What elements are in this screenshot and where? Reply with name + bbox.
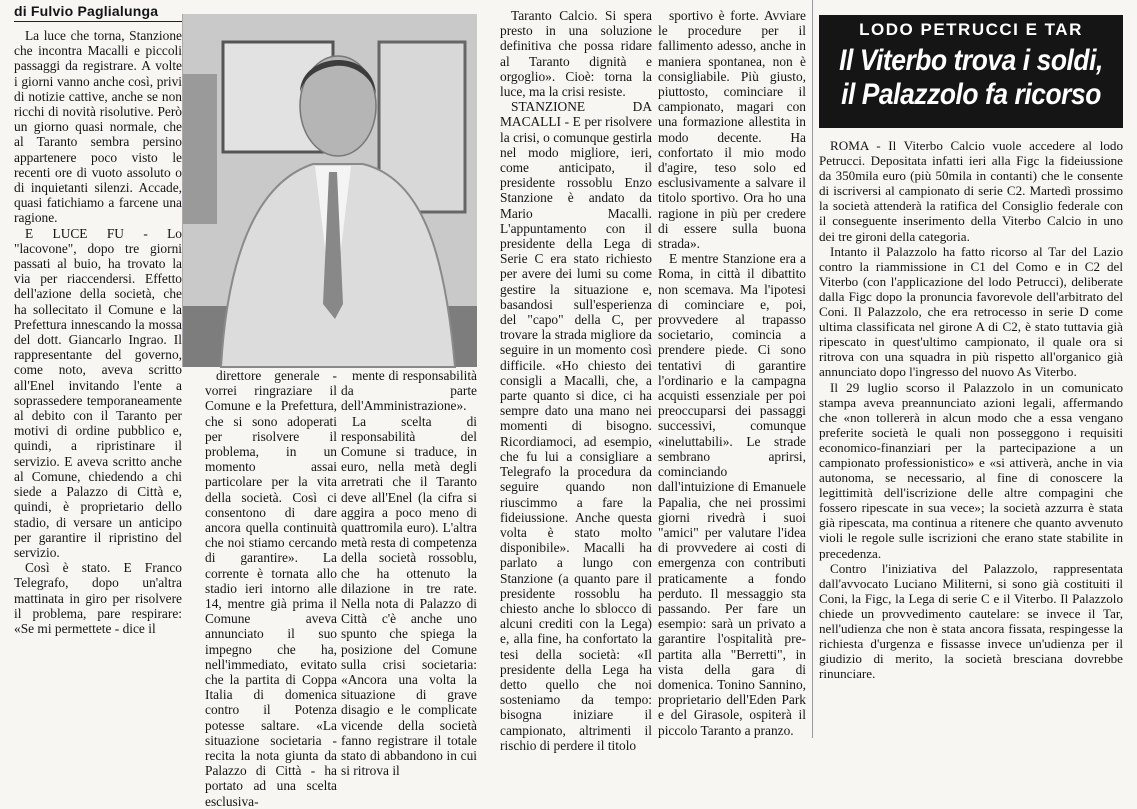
paragraph: Taranto Calcio. Si spera presto in una soluzione definitiva che possa ridare al Taranto dignità e orgoglio». Cioè: torna la luce, ma la crisi resiste. <box>500 8 652 100</box>
article-viterbo-column <box>819 138 1123 738</box>
paragraph: E LUCE FU - Lo "lacovone", dopo tre giorni passati al buio, ha trovato la via per riaccendersi. Effetto dell'azione della società, che ha sollecitato il Comune e la Prefettura innescando la mossa del dott. Giancarlo Ingrao. Il rappresentante del governo, come noto, aveva scritto all'Enel invitando l'ente a soprassedere temporaneamente al debito con il Taranto per motivi di ordine pubblico e, quindi, a ripristinare il servizio. E aveva scritto anche al Comune, chiedendo a chi siede a Palazzo di Città e, quindi, è proprietario dello stadio, di versare un anticipo per garantire il ripristino del servizio. <box>14 225 182 560</box>
article-column-1 <box>14 28 182 738</box>
headline-line-1: Il Viterbo trova i soldi, <box>839 44 1103 77</box>
paragraph: sportivo è forte. Avviare le procedure per il fallimento adesso, anche in maniera spontanea, non è consigliabile. Più giusto, piuttosto, cominciare il campionato, magari con una formazione allestita in modo decente. Ha confortato il mio modo d'agire, teso solo ed esclusivamente a salvare il titolo sportivo. Ora ho una ragione in più per credere di essere sulla buona strada». <box>658 8 806 252</box>
paragraph: Intanto il Palazzolo ha fatto ricorso al Tar del Lazio contro la riammissione in C1 del Como e in C2 del Viterbo (con l'applicazione del lodo Petrucci), deliberate dalla Figc dopo la pronuncia favorevole dell'arbitrato del Coni. Il Palazzolo, che era retrocesso in serie D come ultima classificata nel girone A di C2, è stato tuttavia già ripescato in quest'ultimo campionato, il quale ora si ritrova con una squadra in più rispetto all'organico già annunciato dopo l'ingresso del nuovo As Viterbo. <box>819 243 1123 380</box>
article-column-4 <box>500 8 652 753</box>
headline-banner <box>819 15 1123 128</box>
paragraph: Il 29 luglio scorso il Palazzolo in un comunicato stampa aveva preannunciato azioni legali, affermando che «non tollererà in alcun modo che a essa vengano preferite società le quali non posseggono i requisiti economico-finanziari per la partecipazione a un campionato professionistico» e «si attiverà, anche in via autonoma, se necessario, al fine di conoscere la legittimità dell'iscrizione delle altre compagini che fossero ripescate in sua vece»; la società azzurra è stata già ripescata, ma continua a ritenere che quanto avvenuto violi le regole sulle iscrizioni che erano state stabilite in precedenza. <box>819 379 1123 561</box>
paragraph: E mentre Stanzione era a Roma, in città il dibattito non scemava. Ma l'ipotesi di cominciare e, poi, provvedere al trapasso societario, comincia a prendere piede. Ci sono tentativi di garantire l'ordinario e la campagna acquisti essenziale per poi preoccuparsi dei passaggi successivi, comunque «ineluttabili». Le strade sembrano aprirsi, cominciando dall'intuizione di Emanuele Papalia, che nei prossimi giorni rivedrà i suoi "amici" per valutare l'idea di provvedere ai costi di emergenza con contributi praticamente a fondo perduto. Il messaggio sta passando. Per fare un esempio: sarà un privato a garantire l'ospitalità pre-partita alla "Berretti", in vista della gara di domenica. Tonino Sannino, proprietario dell'Eden Park e del Girasole, ospiterà il piccolo Taranto a pranzo. <box>658 251 806 738</box>
portrait-image <box>183 14 477 367</box>
article-column-2 <box>205 368 337 809</box>
paragraph: Contro l'iniziativa del Palazzolo, rappresentata dall'avvocato Luciano Militerni, si sono già costituiti il Coni, la Figc, la Lega di serie C e il Viterbo. Il Palazzolo chiede un provvedimento cautelare: se invece il Tar, nell'udienza che non è stata ancora fissata, respingesse la richiesta d'urgenza e fissasse invece un'udienza per il giudizio di merito, la società bresciana dovrebbe rinunciare. <box>819 560 1123 682</box>
paragraph: Così è stato. E Franco Telegrafo, dopo un'altra mattinata in giro per risolvere il problema, pare respirare: «Se mi permettete - dice il <box>14 560 182 636</box>
photo-enzo-stanzione <box>182 14 477 367</box>
paragraph: mente di responsabilità da parte dell'Amministrazione». <box>341 368 477 414</box>
column-rule <box>812 0 813 738</box>
headline-kicker: LODO PETRUCCI E TAR <box>859 20 1083 39</box>
article-column-5 <box>658 8 806 738</box>
byline: di Fulvio Paglialunga <box>14 3 182 22</box>
article-column-3 <box>341 368 477 779</box>
paragraph: La luce che torna, Stanzione che incontra Macalli e piccoli passaggi da registrare. A volte i giorni vanno anche così, privi di notizie cattive, anche se non ricchi di novità risolutive. Però un giorno quasi normale, che al Taranto sembra persino appartenere poco visto le recenti ore di vuoto assoluto o di inquietanti silenzi. Accade, quasi fatichiamo a farcene una ragione. <box>14 28 182 226</box>
paragraph: STANZIONE DA MACALLI - E per risolvere la crisi, o comunque gestirla nel modo migliore, ieri, come anticipato, il presidente rossoblu Enzo Stanzione è andato da Mario Macalli. L'appuntamento con il presidente della Lega di Serie C era stato richiesto per avere dei lumi su come gestire la situazione e, basandosi sull'esperienza del "capo" della C, per trovare la strada migliore da seguire in un momento così difficile. «Ho chiesto dei consigli a Macalli, che, a parte quanto si dice, ci ha sempre dato una mano nei momenti di bisogno. Ricordiamoci, ad esempio, che fu lui a consigliare a Telegrafo la procedura da seguire quando non riuscimmo a fare la fideiussione. Anche questa volta è stato molto disponibile». Macalli ha parlato a lungo con Stanzione (a quanto pare il presidente rossoblu ha chiesto anche lo sblocco di alcuni crediti con la Lega) e, alla fine, ha confortato la tesi della società: «Il presidente della Lega ha detto quello che noi sosteniamo da tempo: bisogna iniziare il campionato, altrimenti il rischio di perdere il titolo <box>500 99 652 753</box>
headline-line-2: il Palazzolo fa ricorso <box>841 78 1101 111</box>
paragraph: La scelta di responsabilità del Comune si traduce, in euro, nella metà degli arretrati che il Taranto deve all'Enel (la cifra si aggira a poco meno di quattromila euro). L'altra metà resta di competenza della società rossoblu, che ha ottenuto la dilazione in tre rate. Nella nota di Palazzo di Città c'è anche uno spunto che spiega la posizione del Comune sulla crisi societaria: «Ancora una volta la situazione di grave disagio e le complicate vicende della società fanno registrare il totale stato di abbandono in cui si ritrova il <box>341 413 477 779</box>
paragraph: ROMA - Il Viterbo Calcio vuole accedere al lodo Petrucci. Depositata infatti ieri alla Figc la fideiussione da 350mila euro (più 50mila in contanti) che le consente di iscriversi al campionato di serie C2. Martedì prossimo la società attenderà la ratifica del Consiglio federale con il conseguente inserimento della Viterbo Calcio in uno dei tre gironi della categoria. <box>819 138 1123 244</box>
paragraph: direttore generale - vorrei ringraziare il Comune e la Prefettura, che si sono adoperati per risolvere il problema, in un momento assai particolare per la vita della società. Così ci consentono di dare ancora quella continuità che noi stiamo cercando di garantire». La corrente è tornata allo stadio ieri intorno alle 14, mentre già prima il Comune aveva annunciato il suo impegno che ha, nell'immediato, evitato che la partita di Coppa Italia di domenica contro il Potenza potesse saltare. «La situazione societaria - recita la nota giunta da Palazzo di Città - ha portato ad una scelta esclusiva- <box>205 368 337 809</box>
